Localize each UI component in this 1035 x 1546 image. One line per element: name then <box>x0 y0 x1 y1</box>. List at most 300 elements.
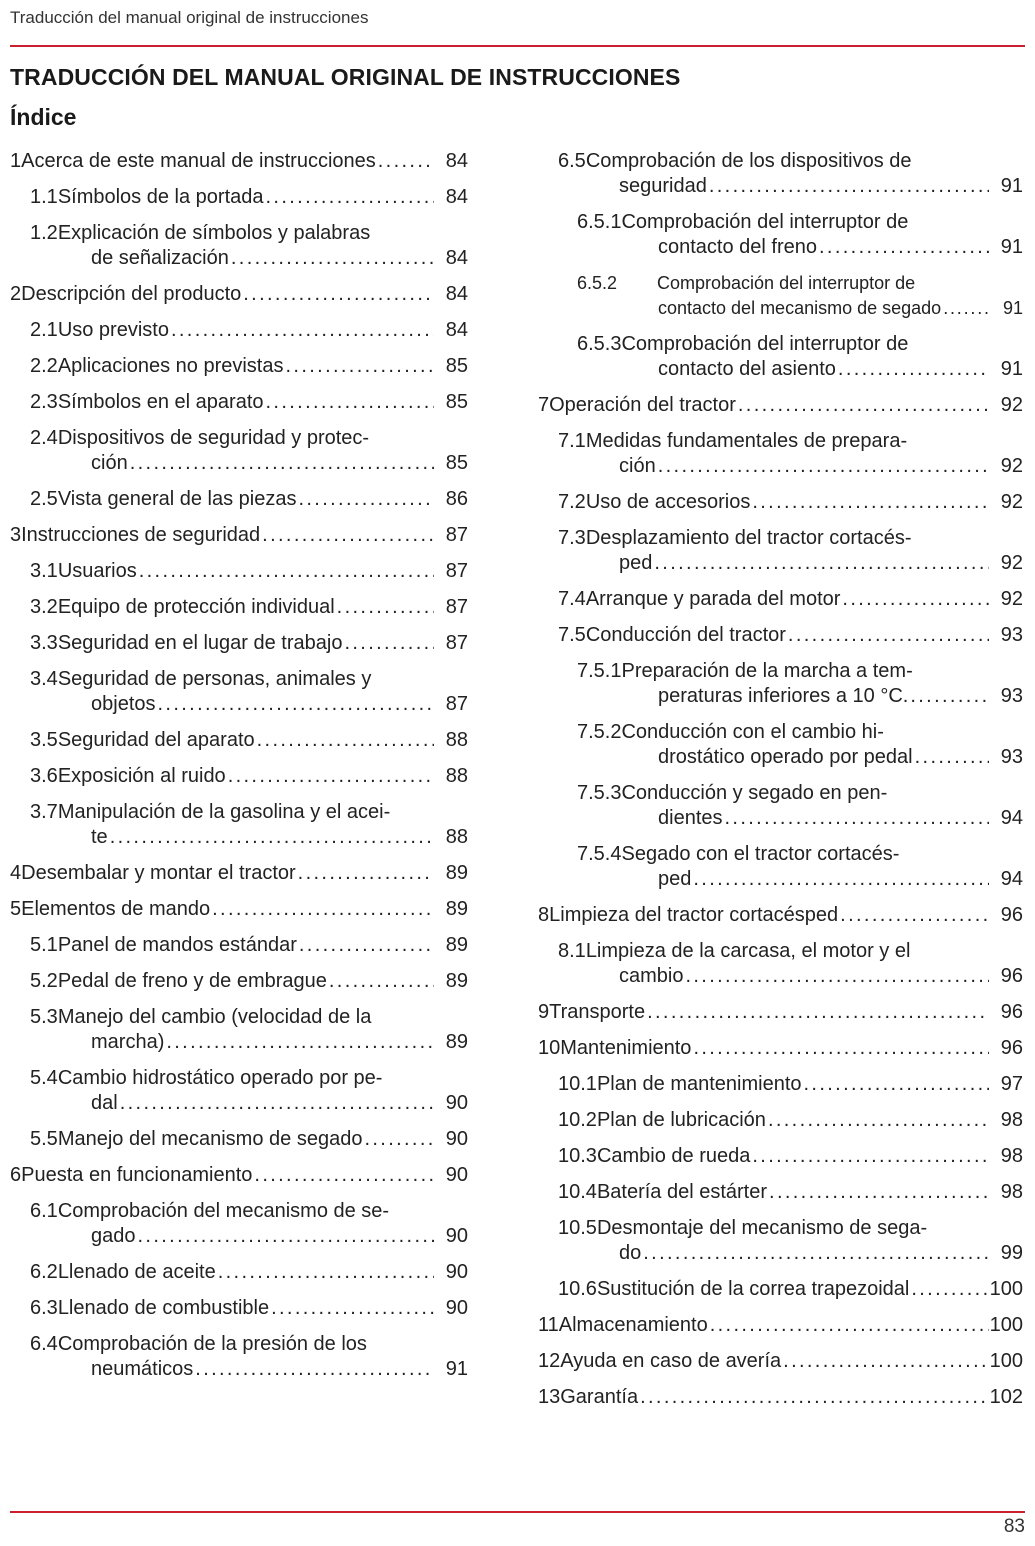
toc-entry-title: Limpieza del tractor cortacésped <box>549 904 839 926</box>
toc-entry-number: 8 <box>538 904 550 926</box>
toc-entry[interactable] <box>577 842 1023 892</box>
toc-entry-line <box>558 1180 989 1205</box>
toc-entry-line <box>30 221 434 246</box>
toc-entry-page: 87 <box>445 693 468 715</box>
toc-entry[interactable] <box>30 354 468 379</box>
toc-entry-title: Conducción y segado en pen- <box>621 782 888 804</box>
toc-entry-page: 100 <box>989 1350 1023 1372</box>
toc-entry-number: 11 <box>538 1314 559 1336</box>
toc-entry[interactable] <box>30 185 468 210</box>
toc-entry-title: Preparación de la marcha a tem- <box>621 660 913 682</box>
toc-entry-line <box>30 487 434 512</box>
toc-entry[interactable] <box>558 587 1023 612</box>
toc-entry-number: 7.1 <box>558 430 586 452</box>
toc-entry[interactable] <box>10 282 468 307</box>
toc-leader-dots <box>264 185 435 210</box>
toc-entry[interactable] <box>10 897 468 922</box>
toc-entry-line <box>30 933 434 958</box>
toc-entry[interactable] <box>577 659 1023 709</box>
toc-entry-number: 3.6 <box>30 765 58 787</box>
toc-entry-number: 1 <box>10 150 22 172</box>
toc-entry-line <box>30 1005 434 1030</box>
toc-entry-title: Uso de accesorios <box>585 491 751 513</box>
toc-entry-page: 92 <box>1000 491 1023 513</box>
toc-entry[interactable] <box>558 1144 1023 1169</box>
toc-entry-number: 8.1 <box>558 940 586 962</box>
toc-entry-number: 3.2 <box>30 596 58 618</box>
toc-leader-dots <box>264 390 435 415</box>
toc-entry[interactable] <box>30 390 468 415</box>
toc-leader-dots <box>136 1224 435 1249</box>
toc-entry-line <box>538 393 989 418</box>
toc-entry[interactable] <box>30 631 468 656</box>
toc-entry-number: 6.5.3 <box>577 333 622 355</box>
toc-leader-dots <box>836 357 989 382</box>
toc-entry-title: Conducción del tractor <box>585 624 786 646</box>
toc-entry-title: Usuarios <box>57 560 137 582</box>
toc-entry[interactable] <box>538 1349 1023 1374</box>
toc-entry-line <box>30 728 434 753</box>
toc-entry-line <box>30 559 434 584</box>
toc-leader-dots <box>781 1349 989 1374</box>
toc-entry-line <box>30 390 434 415</box>
toc-leader-dots <box>255 728 434 753</box>
toc-entry[interactable] <box>10 523 468 548</box>
toc-entry-title: Comprobación del mecanismo de se- <box>57 1200 390 1222</box>
toc-entry[interactable] <box>558 490 1023 515</box>
toc-entry-title: Elementos de mando <box>21 898 211 920</box>
toc-leader-dots <box>169 318 434 343</box>
toc-leader-dots <box>817 235 989 260</box>
toc-entry[interactable] <box>558 1216 1023 1266</box>
toc-entry-line <box>30 595 434 620</box>
toc-entry-line <box>558 587 989 612</box>
toc-entry[interactable] <box>558 149 1023 199</box>
toc-entry[interactable] <box>558 939 1023 989</box>
toc-entry-line <box>558 490 989 515</box>
toc-entry-title: Desplazamiento del tractor cortacés- <box>585 527 912 549</box>
toc-entry-title-continued: contacto del mecanismo de segado <box>658 298 942 318</box>
toc-entry-line <box>577 332 989 357</box>
toc-leader-dots <box>260 523 434 548</box>
toc-entry-number: 2.4 <box>30 427 58 449</box>
toc-entry-page: 89 <box>445 1031 468 1053</box>
toc-entry-number: 10.4 <box>558 1181 597 1203</box>
toc-entry-title: Desembalar y montar el tractor <box>21 862 296 884</box>
toc-entry-continuation <box>577 296 989 321</box>
toc-entry-number: 4 <box>10 862 22 884</box>
toc-entry[interactable] <box>558 1277 1023 1302</box>
toc-leader-dots <box>156 692 435 717</box>
toc-leader-dots <box>656 454 989 479</box>
toc-entry-number: 7.5.3 <box>577 782 622 804</box>
toc-leader-dots <box>137 559 434 584</box>
toc-entry-line <box>558 1216 989 1241</box>
toc-entry-continuation <box>577 684 989 709</box>
toc-entry-title: Plan de mantenimiento <box>596 1073 802 1095</box>
toc-leader-dots <box>708 1313 989 1338</box>
toc-entry-page: 92 <box>1000 588 1023 610</box>
toc-entry-continuation <box>558 454 989 479</box>
toc-entry-number: 1.2 <box>30 222 58 244</box>
toc-leader-dots <box>376 149 434 174</box>
toc-entry[interactable] <box>538 1385 1023 1410</box>
toc-leader-dots <box>909 1277 989 1302</box>
toc-entry-page: 84 <box>445 283 468 305</box>
toc-entry-number: 6.2 <box>30 1261 58 1283</box>
toc-entry[interactable] <box>10 1163 468 1188</box>
toc-leader-dots <box>241 282 434 307</box>
toc-entry-line <box>30 1296 434 1321</box>
toc-entry-number: 5.2 <box>30 970 58 992</box>
toc-entry[interactable] <box>577 332 1023 382</box>
toc-leader-dots <box>638 1385 989 1410</box>
toc-entry-line <box>30 969 434 994</box>
toc-entry-line <box>538 1385 989 1410</box>
toc-entry-title: Sustitución de la correa trapezoidal <box>596 1278 910 1300</box>
toc-entry-continuation <box>558 174 989 199</box>
toc-entry-number: 5 <box>10 898 22 920</box>
toc-entry[interactable] <box>577 720 1023 770</box>
toc-entry-title: Símbolos de la portada <box>57 186 264 208</box>
toc-entry-title-continued: ped <box>619 552 653 574</box>
toc-entry[interactable] <box>538 1000 1023 1025</box>
toc-entry[interactable] <box>10 861 468 886</box>
toc-entry-line <box>577 271 989 296</box>
toc-entry-number: 3.1 <box>30 560 58 582</box>
toc-leader-dots <box>335 595 434 620</box>
toc-entry[interactable] <box>30 1127 468 1152</box>
toc-entry-continuation <box>30 1030 434 1055</box>
toc-entry-line <box>577 781 989 806</box>
toc-entry-title: Equipo de protección individual <box>57 596 335 618</box>
toc-entry-title: Operación del tractor <box>549 394 736 416</box>
toc-entry-number: 2.5 <box>30 488 58 510</box>
toc-entry-title: Manejo del mecanismo de segado <box>57 1128 363 1150</box>
toc-entry-line <box>577 842 989 867</box>
toc-entry-line <box>558 526 989 551</box>
toc-entry-title: Exposición al ruido <box>57 765 226 787</box>
toc-column-left <box>10 149 468 1393</box>
toc-entry-line <box>558 149 989 174</box>
toc-entry-page: 92 <box>1000 455 1023 477</box>
toc-entry-continuation <box>577 357 989 382</box>
toc-entry-line <box>30 1066 434 1091</box>
toc-entry-title: Ayuda en caso de avería <box>560 1350 782 1372</box>
toc-entry-line <box>558 1277 989 1302</box>
toc-entry-title: Transporte <box>549 1001 646 1023</box>
toc-entry-number: 6 <box>10 1164 22 1186</box>
toc-entry-continuation <box>577 745 989 770</box>
toc-entry[interactable] <box>30 800 468 850</box>
toc-entry-number: 10.6 <box>558 1278 597 1300</box>
toc-entry-number: 3.3 <box>30 632 58 654</box>
toc-entry-continuation <box>30 246 434 271</box>
toc-leader-dots <box>252 1163 434 1188</box>
toc-entry-number: 10.1 <box>558 1073 597 1095</box>
toc-entry-title: Desmontaje del mecanismo de sega- <box>596 1217 928 1239</box>
toc-entry-title: Conducción con el cambio hi- <box>621 721 884 743</box>
toc-entry-number: 9 <box>538 1001 550 1023</box>
toc-entry-title: Comprobación del interruptor de <box>621 211 909 233</box>
toc-entry[interactable] <box>538 1036 1023 1061</box>
toc-entry[interactable] <box>30 487 468 512</box>
toc-entry-page: 84 <box>445 247 468 269</box>
toc-entry-continuation <box>577 806 989 831</box>
toc-entry-line <box>30 426 434 451</box>
toc-entry-line <box>30 354 434 379</box>
toc-entry-line <box>30 631 434 656</box>
toc-leader-dots <box>913 745 989 770</box>
toc-entry-title: Acerca de este manual de instrucciones <box>21 150 376 172</box>
toc-entry[interactable] <box>30 1005 468 1055</box>
toc-entry[interactable] <box>30 318 468 343</box>
toc-entry-title-continued: neumáticos <box>91 1358 194 1380</box>
toc-entry-page: 88 <box>445 765 468 787</box>
toc-entry[interactable] <box>30 221 468 271</box>
toc-entry[interactable] <box>30 1260 468 1285</box>
toc-leader-dots <box>691 867 989 892</box>
toc-entry-line <box>538 1000 989 1025</box>
toc-entry[interactable] <box>30 559 468 584</box>
toc-leader-dots <box>767 1180 989 1205</box>
toc-leader-dots <box>296 487 434 512</box>
toc-entry-number: 12 <box>538 1350 561 1372</box>
toc-entry-page: 96 <box>1000 965 1023 987</box>
toc-entry-number: 7.5.2 <box>577 721 622 743</box>
toc-leader-dots <box>229 246 434 271</box>
toc-entry-line <box>10 897 434 922</box>
toc-entry-line <box>577 720 989 745</box>
toc-entry-title: Llenado de combustible <box>57 1297 270 1319</box>
toc-entry-title: Instrucciones de seguridad <box>21 524 261 546</box>
toc-entry-title-continued: de señalización <box>91 247 229 269</box>
toc-leader-dots <box>327 969 434 994</box>
toc-entry-line <box>538 1313 989 1338</box>
toc-entry-number: 7.2 <box>558 491 586 513</box>
toc-entry[interactable] <box>558 526 1023 576</box>
toc-entry-page: 93 <box>1000 746 1023 768</box>
toc-entry[interactable] <box>30 426 468 476</box>
toc-entry[interactable] <box>558 1072 1023 1097</box>
toc-entry-number: 7.3 <box>558 527 586 549</box>
toc-entry-line <box>10 861 434 886</box>
toc-leader-dots <box>691 1036 989 1061</box>
toc-leader-dots <box>210 897 434 922</box>
toc-entry[interactable] <box>558 1108 1023 1133</box>
toc-entry-title-continued: gado <box>91 1225 136 1247</box>
toc-entry-continuation <box>30 1357 434 1382</box>
toc-leader-dots <box>840 587 989 612</box>
toc-leader-dots <box>226 764 434 789</box>
toc-entry-line <box>10 282 434 307</box>
toc-entry-page: 89 <box>445 898 468 920</box>
toc-entry-title: Panel de mandos estándar <box>57 934 297 956</box>
toc-leader-dots <box>118 1091 434 1116</box>
toc-entry[interactable] <box>30 1066 468 1116</box>
toc-leader-dots <box>108 825 434 850</box>
toc-entry-page: 100 <box>989 1278 1023 1300</box>
toc-entry-line <box>30 318 434 343</box>
toc-leader-dots <box>838 903 989 928</box>
toc-entry-title: Medidas fundamentales de prepara- <box>585 430 908 452</box>
toc-entry-page: 91 <box>1000 358 1023 380</box>
toc-entry[interactable] <box>558 623 1023 648</box>
toc-leader-dots <box>707 174 989 199</box>
toc-entry-number: 2 <box>10 283 22 305</box>
toc-entry-number: 3.4 <box>30 668 58 690</box>
toc-entry-title: Comprobación de la presión de los <box>57 1333 367 1355</box>
toc-entry-number: 2.1 <box>30 319 58 341</box>
toc-entry-number: 5.3 <box>30 1006 58 1028</box>
toc-entry-title: Descripción del producto <box>21 283 242 305</box>
toc-entry-page: 85 <box>445 355 468 377</box>
toc-entry-number: 2.3 <box>30 391 58 413</box>
toc-entry[interactable] <box>30 1199 468 1249</box>
toc-leader-dots <box>652 551 989 576</box>
toc-entry[interactable] <box>30 667 468 717</box>
toc-entry[interactable] <box>30 933 468 958</box>
toc-entry-line <box>558 1108 989 1133</box>
toc-entry-page: 91 <box>445 1358 468 1380</box>
toc-entry-number: 7 <box>538 394 550 416</box>
toc-entry-line <box>577 659 989 684</box>
toc-entry-title-continued: ped <box>658 868 692 890</box>
toc-entry[interactable] <box>538 393 1023 418</box>
toc-entry-number: 5.5 <box>30 1128 58 1150</box>
toc-entry-number: 5.4 <box>30 1067 58 1089</box>
toc-entry-line <box>538 1036 989 1061</box>
toc-entry[interactable] <box>558 429 1023 479</box>
toc-entry-page: 86 <box>445 488 468 510</box>
toc-entry-title-continued: seguridad <box>619 175 707 197</box>
toc-entry-title: Aplicaciones no previstas <box>57 355 284 377</box>
toc-entry[interactable] <box>30 1332 468 1382</box>
toc-entry-number: 1.1 <box>30 186 58 208</box>
toc-leader-dots <box>750 490 989 515</box>
toc-entry-page: 100 <box>989 1314 1023 1336</box>
toc-leader-dots <box>164 1030 434 1055</box>
toc-entry-continuation <box>30 692 434 717</box>
toc-entry-title: Comprobación del interruptor de <box>657 273 916 293</box>
toc-entry-line <box>30 764 434 789</box>
toc-leader-dots <box>941 296 989 321</box>
toc-leader-dots <box>296 861 434 886</box>
toc-entry-page: 84 <box>445 319 468 341</box>
footer-rule <box>10 1511 1025 1513</box>
toc-entry-page: 85 <box>445 391 468 413</box>
toc-entry-page: 98 <box>1000 1145 1023 1167</box>
toc-entry-continuation <box>30 825 434 850</box>
toc-entry-page: 87 <box>445 596 468 618</box>
toc-entry-page: 97 <box>1000 1073 1023 1095</box>
toc-entry-title-continued: marcha) <box>91 1031 165 1053</box>
toc-entry-number: 6.5 <box>558 150 586 172</box>
toc-entry-line <box>10 149 434 174</box>
toc-entry-number: 3.5 <box>30 729 58 751</box>
toc-entry-number: 6.5.2 <box>577 273 618 293</box>
toc-entry[interactable] <box>30 728 468 753</box>
toc-leader-dots <box>269 1296 434 1321</box>
toc-entry-title: Cambio de rueda <box>596 1145 751 1167</box>
toc-entry[interactable] <box>558 1180 1023 1205</box>
toc-entry-line <box>558 1144 989 1169</box>
toc-entry-title-continued: te <box>91 826 108 848</box>
toc-leader-dots <box>128 451 434 476</box>
toc-entry-title: Manipulación de la gasolina y el acei- <box>57 801 391 823</box>
toc-entry[interactable] <box>538 1313 1023 1338</box>
toc-entry[interactable] <box>577 271 1023 321</box>
toc-entry-title: Cambio hidrostático operado por pe- <box>57 1067 383 1089</box>
toc-entry-page: 93 <box>1000 685 1023 707</box>
toc-leader-dots <box>645 1000 989 1025</box>
toc-entry-line <box>10 1163 434 1188</box>
toc-entry-page: 90 <box>445 1225 468 1247</box>
toc-entry-page: 96 <box>1000 1001 1023 1023</box>
toc-entry-page: 89 <box>445 862 468 884</box>
toc-leader-dots <box>641 1241 989 1266</box>
toc-entry-number: 3.7 <box>30 801 58 823</box>
document-title: TRADUCCIÓN DEL MANUAL ORIGINAL DE INSTRUCCIONES <box>10 64 681 90</box>
toc-entry-page: 90 <box>445 1261 468 1283</box>
toc-entry-page: 92 <box>1000 394 1023 416</box>
toc-entry-page: 98 <box>1000 1181 1023 1203</box>
toc-entry-title: Seguridad de personas, animales y <box>57 668 372 690</box>
toc-entry-continuation <box>30 1224 434 1249</box>
toc-entry[interactable] <box>30 1296 468 1321</box>
toc-entry-continuation <box>558 1241 989 1266</box>
toc-entry-title: Garantía <box>560 1386 639 1408</box>
toc-entry-page: 96 <box>1000 904 1023 926</box>
toc-entry-number: 7.4 <box>558 588 586 610</box>
toc-leader-dots <box>216 1260 434 1285</box>
toc-entry[interactable] <box>577 210 1023 260</box>
toc-entry[interactable] <box>30 969 468 994</box>
toc-entry-page: 89 <box>445 970 468 992</box>
toc-leader-dots <box>723 806 990 831</box>
toc-entry[interactable] <box>577 781 1023 831</box>
toc-entry-title: Mantenimiento <box>560 1037 692 1059</box>
toc-leader-dots <box>284 354 435 379</box>
toc-leader-dots <box>297 933 434 958</box>
toc-entry-continuation <box>30 451 434 476</box>
toc-entry-number: 7.5 <box>558 624 586 646</box>
running-header: Traducción del manual original de instrucciones <box>10 8 369 27</box>
toc-entry[interactable] <box>30 764 468 789</box>
toc-entry[interactable] <box>30 595 468 620</box>
toc-entry-title-continued: dientes <box>658 807 723 829</box>
header-rule <box>10 45 1025 47</box>
toc-entry-page: 102 <box>989 1386 1023 1408</box>
toc-entry-page: 84 <box>445 150 468 172</box>
toc-entry-page: 87 <box>445 560 468 582</box>
toc-entry[interactable] <box>10 149 468 174</box>
toc-entry-title: Símbolos en el aparato <box>57 391 264 413</box>
toc-entry-title-continued: objetos <box>91 693 156 715</box>
toc-entry-title: Comprobación del interruptor de <box>621 333 909 355</box>
toc-leader-dots <box>342 631 434 656</box>
toc-entry-title: Seguridad del aparato <box>57 729 255 751</box>
toc-leader-dots <box>908 684 989 709</box>
toc-entry-page: 99 <box>1000 1242 1023 1264</box>
toc-entry-number: 5.1 <box>30 934 58 956</box>
toc-entry-title: Comprobación de los dispositivos de <box>585 150 912 172</box>
toc-entry[interactable] <box>538 903 1023 928</box>
toc-leader-dots <box>736 393 989 418</box>
toc-entry-title: Batería del estárter <box>596 1181 768 1203</box>
toc-entry-page: 90 <box>445 1128 468 1150</box>
toc-entry-page: 96 <box>1000 1037 1023 1059</box>
